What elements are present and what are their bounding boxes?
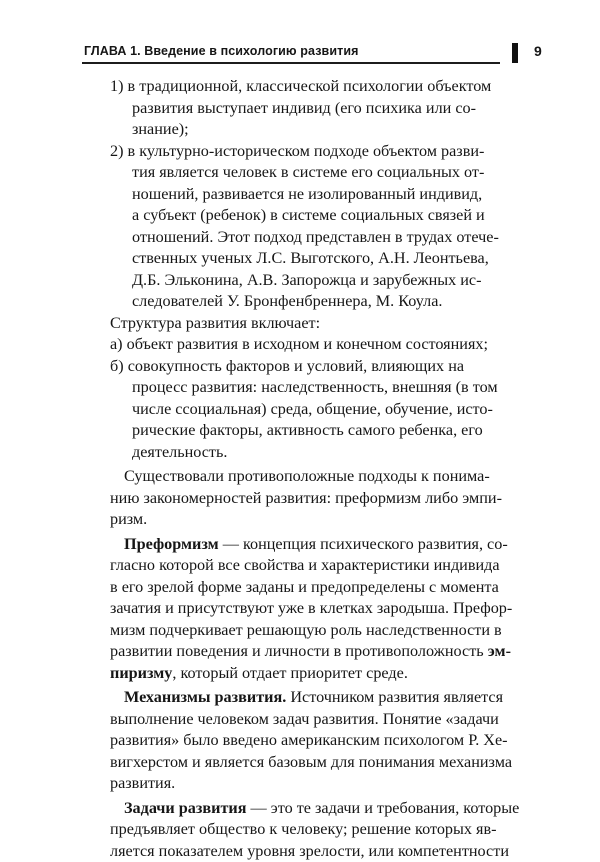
text-line: б) совокупность факторов и условий, влияющих на xyxy=(110,356,490,378)
text-line: рические факторы, активность самого ребенка, его xyxy=(110,420,490,442)
text-line: числе ссоциальная) среда, общение, обучение, исто- xyxy=(110,399,490,421)
paragraph-preformism xyxy=(110,534,490,685)
running-header xyxy=(82,40,502,64)
text-line: ношений, развивается не изолированный индивид, xyxy=(110,184,490,206)
list-item xyxy=(110,356,490,464)
text-line: 2) в культурно-историческом подходе объектом разви- xyxy=(110,141,490,163)
paragraph-approaches xyxy=(110,466,490,531)
list-marker: а) xyxy=(110,335,123,353)
paragraph-tasks xyxy=(110,798,490,862)
text-line: Существовали противоположные подходы к понима- xyxy=(110,466,490,488)
list-item xyxy=(110,141,490,313)
text-line: Задачи развития — это те задачи и требования, которые xyxy=(110,798,490,820)
text-line: деятельность. xyxy=(110,442,490,464)
term-preformism: Преформизм xyxy=(124,535,219,553)
body-text xyxy=(110,76,490,862)
text-line: отношений. Этот подход представлен в трудах отече- xyxy=(110,227,490,249)
list-marker: 1) xyxy=(110,77,123,95)
chapter-title: ГЛАВА 1. Введение в психологию развития xyxy=(84,44,359,58)
text-line: предъявляет общество к человеку; решение которых яв- xyxy=(110,819,490,841)
text-line: вигхерстом и является базовым для понимания механизма xyxy=(110,752,490,774)
text-line: выполнение человеком задач развития. Понятие «задачи xyxy=(110,709,490,731)
text-line: развития выступает индивид (его психика или со- xyxy=(110,98,490,120)
text-line: Д.Б. Эльконина, А.В. Запорожца и зарубежных ис- xyxy=(110,270,490,292)
text-line: гласно которой все свойства и характеристики индивида xyxy=(110,555,490,577)
list-item xyxy=(110,76,490,141)
term-empiricism: пиризму xyxy=(110,664,172,682)
list-marker: б) xyxy=(110,357,124,375)
text-line: следователей У. Бронфенбреннера, М. Коула. xyxy=(110,291,490,313)
text-line: мизм подчеркивает решающую роль наследственности в xyxy=(110,620,490,642)
text-line: а субъект (ребенок) в системе социальных связей и xyxy=(110,205,490,227)
text-line: зачатия и присутствуют уже в клетках зародыша. Префор- xyxy=(110,598,490,620)
text-line: знание); xyxy=(110,119,490,141)
text-line: ляется показателем уровня зрелости, или компетентности xyxy=(110,841,490,862)
text-line: 1) в традиционной, классической психологии объектом xyxy=(110,76,490,98)
text-line: ственных ученых Л.С. Выготского, А.Н. Леонтьева, xyxy=(110,248,490,270)
page-number: 9 xyxy=(534,43,542,59)
text-line: Преформизм — концепция психического развития, со- xyxy=(110,534,490,556)
header-marker-bar xyxy=(512,43,518,63)
list-item xyxy=(110,334,490,356)
structure-intro: Структура развития включает: xyxy=(110,313,490,335)
text-line: ризм. xyxy=(110,509,490,531)
text-line: Механизмы развития. Источником развития является xyxy=(110,687,490,709)
term-tasks: Задачи развития xyxy=(124,799,246,817)
text-line: развитии поведения и личности в противоположность эм- xyxy=(110,641,490,663)
text-line: тия является человек в системе его социальных от- xyxy=(110,162,490,184)
text-line: развития» было введено американским психологом Р. Хе- xyxy=(110,730,490,752)
text-line: а) объект развития в исходном и конечном состояниях; xyxy=(110,334,490,356)
header-rule xyxy=(82,62,500,64)
numbered-list xyxy=(110,76,490,313)
text-line: нию закономерностей развития: преформизм либо эмпи- xyxy=(110,488,490,510)
text-line: развития. xyxy=(110,773,490,795)
list-marker: 2) xyxy=(110,142,123,160)
text-line: процесс развития: наследственность, внешняя (в том xyxy=(110,377,490,399)
lettered-list xyxy=(110,334,490,463)
paragraph-mechanisms xyxy=(110,687,490,795)
term-mechanisms: Механизмы развития. xyxy=(124,688,286,706)
text-line: в его зрелой форме заданы и предопределены с момента xyxy=(110,577,490,599)
text-line: пиризму, который отдает приоритет среде. xyxy=(110,663,490,685)
